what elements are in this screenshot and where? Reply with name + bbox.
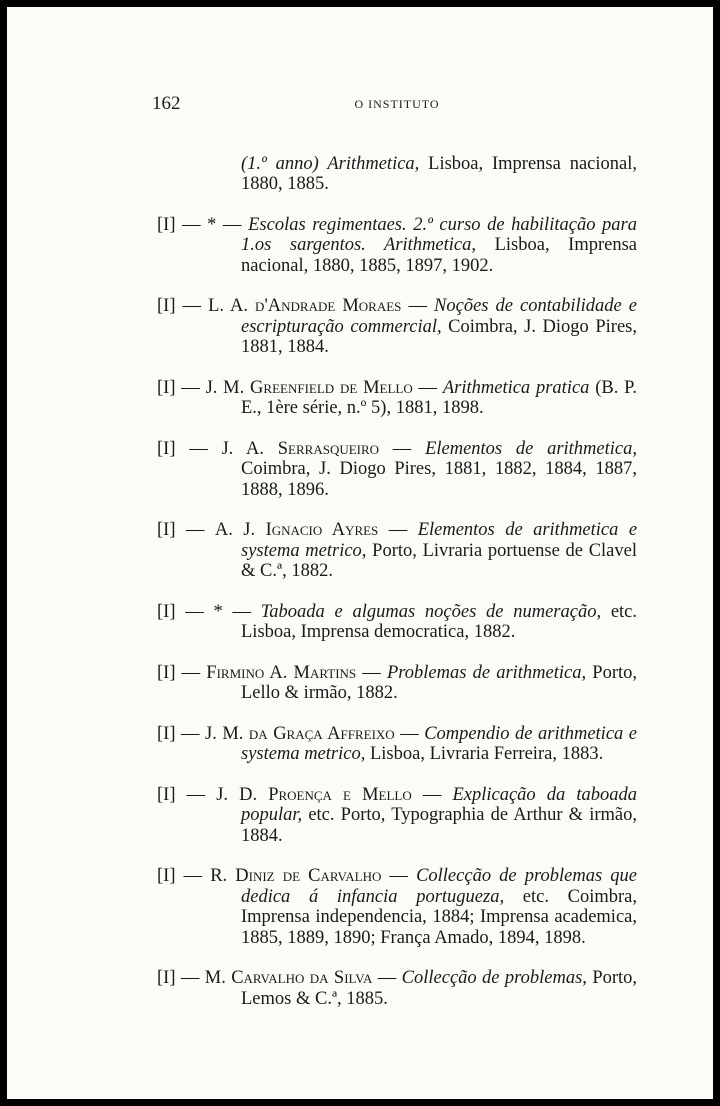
bibliography-entry [157,154,637,195]
entry-author: M. Carvalho da Silva [204,968,373,988]
entry-title: Elementos de arithmetica, [425,438,637,459]
entry-title: Taboada e algumas noções de numeração, [260,601,602,622]
book-page [7,7,713,1099]
entry-separator: — [372,968,402,988]
entry-imprint: etc. Lisboa, Imprensa democratica, 1882. [241,601,638,642]
entry-title: Collecção de problemas, [401,968,587,988]
entry-imprint: Coimbra, J. Diogo Pires, 1881, 1882, 1884, 1887, 1888, 1896. [241,459,637,500]
bibliography-entry [157,866,637,948]
entry-separator: — [411,784,453,805]
entry-author: J. A. Serrasqueiro [221,438,380,459]
entry-author: L. A. d'Andrade Moraes [208,296,402,316]
entry-prefix: [I] — [157,784,217,805]
entry-separator: — [401,296,435,316]
entry-prefix: [I] — * — [157,601,261,622]
entry-prefix: [I] — [157,438,222,459]
page-number: 162 [152,93,181,114]
entry-imprint: (B. P. E., 1ère série, n.º 5), 1881, 1898. [241,377,637,418]
entry-separator: — [381,866,417,886]
entry-prefix: [I] — [157,377,206,398]
bibliography-entry [157,378,637,419]
entry-prefix: [I] — [157,968,205,988]
entry-title: Escolas regimentaes. 2.º curso de habilitação para 1.os sargentos. Arithmetica, [241,214,637,255]
bibliography-entry [157,296,637,358]
entry-author: J. M. Greenfield de Mello [205,377,413,398]
bibliography-list [157,135,637,1029]
entry-imprint: etc. Coimbra, Imprensa independencia, 1884; Imprensa academica, 1885, 1889, 1890; França Amado, 1894, 1898. [241,886,637,948]
entry-title: Problemas de arithmetica, [386,662,587,683]
entry-prefix: [I] — [157,520,215,540]
entry-title: Noções de contabilidade e escripturação commercial, [241,296,638,337]
entry-title: Compendio de arithmetica e systema metrico, [241,723,638,764]
entry-author: J. D. Proença e Mello [216,784,412,805]
entry-prefix: [I] — [157,662,207,683]
entry-title: Arithmetica pratica [442,377,590,398]
entry-imprint: Coimbra, J. Diogo Pires, 1881, 1884. [241,316,637,357]
entry-title: Collecção de problemas que dedica á infancia portugueza, [241,866,637,907]
entry-prefix: [I] — [157,866,211,886]
entry-imprint: Porto, Lemos & C.ª, 1885. [241,968,638,1009]
bibliography-entry [157,602,637,643]
entry-author: Firmino A. Martins [206,662,357,683]
entry-separator: — [394,723,425,744]
entry-separator: — [378,520,418,540]
bibliography-entry [157,439,637,501]
entry-title: Elementos de arithmetica e systema metrico, [241,520,638,561]
page-header [152,93,642,117]
entry-imprint: Lisboa, Imprensa nacional, 1880, 1885. [241,153,637,194]
bibliography-entry [157,785,637,847]
entry-prefix: [I] — [157,723,205,744]
entry-prefix: [I] — [157,296,209,316]
entry-imprint: Lisboa, Livraria Ferreira, 1883. [365,744,604,764]
entry-author: A. J. Ignacio Ayres [214,520,379,540]
entry-imprint: Lisboa, Imprensa nacional, 1880, 1885, 1897, 1902. [241,235,637,276]
running-title: O INSTITUTO [354,97,440,111]
bibliography-entry [157,663,637,704]
entry-title: Explicação da taboada popular, [241,784,638,825]
entry-prefix: [I] — * — [157,214,249,235]
bibliography-entry [157,520,637,582]
entry-separator: — [379,438,426,459]
bibliography-entry [157,215,637,277]
entry-author: R. Diniz de Carvalho [210,866,382,886]
entry-separator: — [412,377,443,398]
entry-separator: — [356,662,387,683]
entry-title: (1.º anno) Arithmetica, [241,153,420,174]
bibliography-entry [157,968,637,1009]
entry-imprint: Porto, Livraria portuense de Clavel & C.ª, 1882. [241,540,637,581]
entry-author: J. M. da Graça Affreixo [205,723,395,744]
entry-imprint: etc. Porto, Typographia de Arthur & irmão, 1884. [241,805,637,846]
bibliography-entry [157,724,637,765]
entry-imprint: Porto, Lello & irmão, 1882. [241,662,637,703]
